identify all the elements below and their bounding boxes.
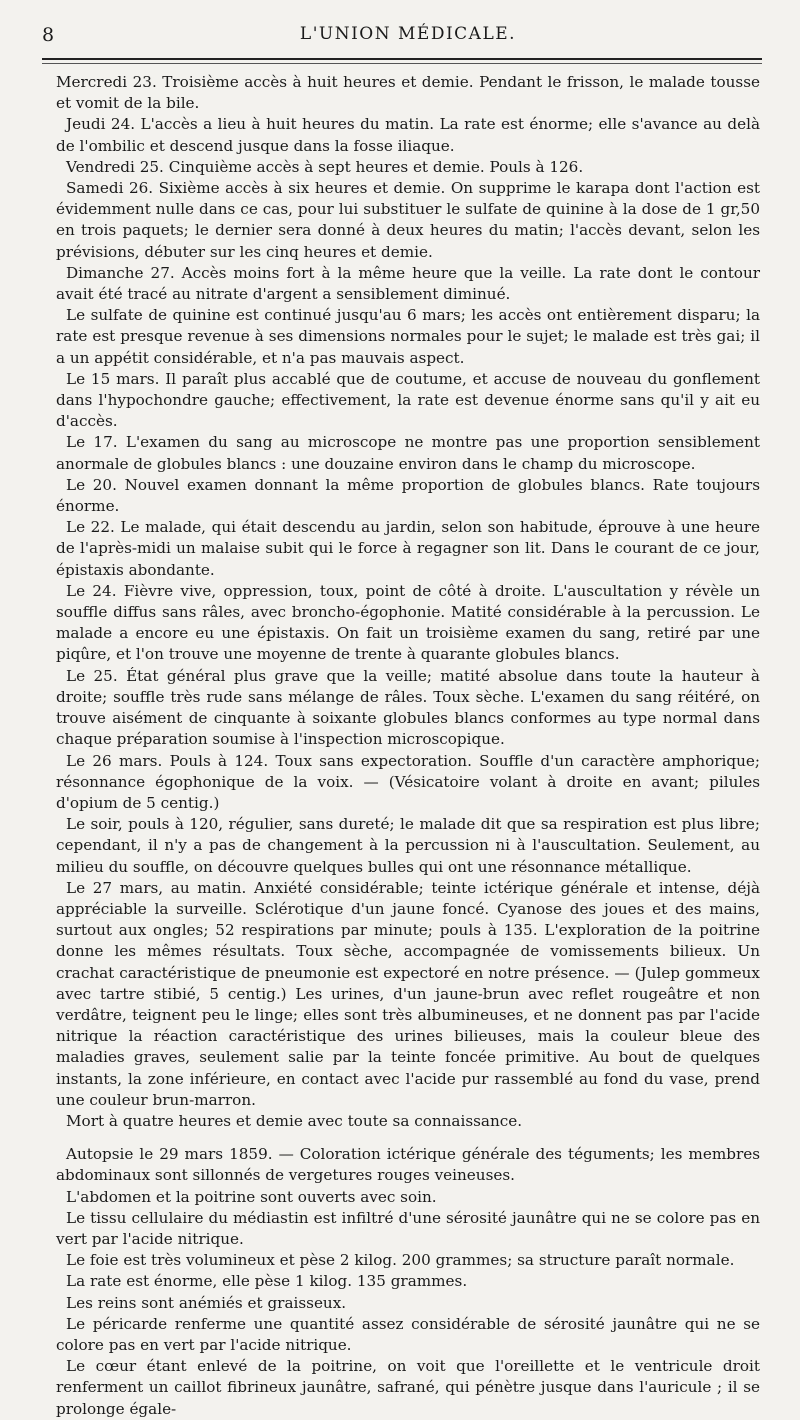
paragraph: Le 26 mars. Pouls à 124. Toux sans expectoration. Souffle d'un caractère amphorique; résonnance égophonique de la voix. — (Vésicatoire volant à droite en avant; pilules d'opium de 5 centig.): [56, 751, 760, 812]
section-gap: [56, 1132, 760, 1144]
paragraph: Le 27 mars, au matin. Anxiété considérable; teinte ictérique générale et intense, déjà appréciable la surveille. Sclérotique d'un jaune foncé. Cyanose des joues et des mains, surtout aux ongles; 52 respirations par minute; pouls à 135. L'exploration de la poitrine donne les mêmes résultats. Toux sèche, accompagnée de vomissements bilieux. Un crachat caractéristique de pneumonie est expectoré en notre présence. — (Julep gommeux avec tartre stibié, 5 centig.) Les urines, d'un jaune-brun avec reflet rougeâtre et non verdâtre, teignent peu le linge; elles sont très albumineuses, et ne donnent pas par l'acide nitrique la réaction caractéristique des urines bilieuses, mais la couleur bleue des maladies graves, seulement salie par la teinte foncée primitive. Au bout de quelques instants, la zone inférieure, en contact avec l'acide pur rassemblé au fond du vase, prend une couleur brun-marron.: [56, 878, 760, 1109]
paragraph: Le sulfate de quinine est continué jusqu'au 6 mars; les accès ont entièrement disparu; la rate est presque revenue à ses dimensions normales pour le sujet; le malade est très gai; il a un appétit considérable, et n'a pas mauvais aspect.: [56, 306, 760, 367]
header-rule: [42, 58, 762, 60]
autopsy-paragraph: L'abdomen et la poitrine sont ouverts avec soin.: [66, 1187, 437, 1206]
autopsy-paragraph: Autopsie le 29 mars 1859. — Coloration ictérique générale des téguments; les membres abdominaux sont sillonnés de vergetures rouges veineuses.: [56, 1145, 760, 1185]
clinical-observation: [56, 72, 760, 1132]
paragraph: Le 25. État général plus grave que la veille; matité absolue dans toute la hauteur à droite; souffle très rude sans mélange de râles. Toux sèche. L'examen du sang réitéré, on trouve aisément de cinquante à soixante globules blancs conformes au type normal dans chaque préparation soumise à l'inspection microscopique.: [56, 666, 760, 749]
paragraph: Mercredi 23. Troisième accès à huit heures et demie. Pendant le frisson, le malade tousse et vomit de la bile.: [56, 73, 760, 113]
paragraph: Le soir, pouls à 120, régulier, sans dureté; le malade dit que sa respiration est plus libre; cependant, il n'y a pas de changement à la percussion ni à l'auscultation. Seulement, au milieu du souffle, on découvre quelques bulles qui ont une résonnance métallique.: [56, 815, 760, 876]
header-rule-thin: [42, 63, 762, 64]
autopsy-paragraph: Le tissu cellulaire du médiastin est infiltré d'une sérosité jaunâtre qui ne se colore pas en vert par l'acide nitrique.: [56, 1208, 760, 1248]
paragraph: Samedi 26. Sixième accès à six heures et demie. On supprime le karapa dont l'action est évidemment nulle dans ce cas, pour lui substituer le sulfate de quinine à la dose de 1 gr,50 en trois paquets; le dernier sera donné à deux heures du matin; l'accès devant, selon les prévisions, débuter sur les cinq heures et demie.: [56, 179, 760, 261]
paragraph: Vendredi 25. Cinquième accès à sept heures et demie. Pouls à 126.: [66, 157, 584, 176]
paragraph: Le 22. Le malade, qui était descendu au jardin, selon son habitude, éprouve à une heure de l'après-midi un malaise subit qui le force à regagner son lit. Dans le courant de ce jour, épistaxis abondante.: [56, 518, 760, 579]
page-number: 8: [42, 24, 55, 46]
autopsy-section: [56, 1144, 760, 1420]
autopsy-paragraph: Le péricarde renferme une quantité assez considérable de sérosité jaunâtre qui ne se colore pas en vert par l'acide nitrique.: [56, 1314, 760, 1354]
paragraph: Dimanche 27. Accès moins fort à la même heure que la veille. La rate dont le contour avait été tracé au nitrate d'argent a sensiblement diminué.: [56, 263, 760, 304]
paragraph: Le 17. L'examen du sang au microscope ne montre pas une proportion sensiblement anormale de globules blancs : une douzaine environ dans le champ du microscope.: [56, 433, 760, 473]
autopsy-paragraph: Le foie est très volumineux et pèse 2 kilog. 200 grammes; sa structure paraît normale.: [66, 1251, 735, 1270]
autopsy-paragraph: Le cœur étant enlevé de la poitrine, on voit que l'oreillette et le ventricule droit renferment un caillot fibrineux jaunâtre, safrané, qui pénètre jusque dans l'auricule ; il se prolonge égale-: [56, 1357, 760, 1418]
paragraph: Mort à quatre heures et demie avec toute sa connaissance.: [66, 1111, 523, 1130]
paragraph: Le 24. Fièvre vive, oppression, toux, point de côté à droite. L'auscultation y révèle un souffle diffus sans râles, avec broncho-égophonie. Matité considérable à la percussion. Le malade a encore eu une épistaxis. On fait un troisième examen du sang, retiré par une piqûre, et l'on trouve une moyenne de trente à quarante globules blancs.: [56, 581, 760, 664]
paragraph: Le 20. Nouvel examen donnant la même proportion de globules blancs. Rate toujours énorme.: [56, 475, 760, 516]
paragraph: Le 15 mars. Il paraît plus accablé que de coutume, et accuse de nouveau du gonflement dans l'hypochondre gauche; effectivement, la rate est devenue énorme sans qu'il y ait eu d'accès.: [56, 369, 760, 431]
journal-title: L'UNION MÉDICALE.: [299, 24, 517, 44]
autopsy-paragraph: Les reins sont anémiés et graisseux.: [66, 1293, 347, 1312]
paragraph: Jeudi 24. L'accès a lieu à huit heures du matin. La rate est énorme; elle s'avance au delà de l'ombilic et descend jusque dans la fosse iliaque.: [56, 115, 760, 155]
running-head: [42, 20, 760, 48]
autopsy-paragraph: La rate est énorme, elle pèse 1 kilog. 135 grammes.: [66, 1272, 468, 1291]
